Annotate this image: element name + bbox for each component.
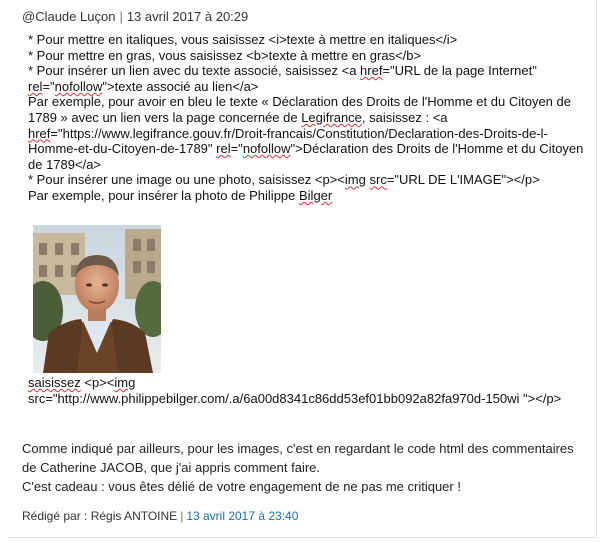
comment-body bbox=[22, 439, 582, 496]
comment-header bbox=[22, 9, 248, 24]
comment-body-line: Comme indiqué par ailleurs, pour les images, c'est en regardant le code html des commentaires de Catherine JACOB, que j'ai appris comment faire. bbox=[22, 441, 574, 475]
spell-img: img bbox=[344, 172, 366, 188]
permalink-date[interactable]: 13 avril 2017 à 23:40 bbox=[186, 509, 299, 523]
quoted-example-image: Par exemple, pour insérer la photo de Philippe Bilger bbox=[28, 187, 333, 203]
comment-body-line: C'est cadeau : vous êtes délié de votre engagement de ne pas me critiquer ! bbox=[22, 479, 461, 494]
spell-rel: rel bbox=[28, 78, 43, 94]
spell-saisissez: saisissez bbox=[28, 375, 81, 390]
quoted-caption bbox=[28, 375, 588, 406]
quoted-caption-code: saisissez <p><img src="http://www.philippebilger.com/.a/6a00d8341c86dd53ef01bb092a82fa970d-150wi "></p> bbox=[28, 375, 562, 406]
spell-bilger: Bilger bbox=[299, 187, 333, 203]
quoted-line-link: * Pour insérer un lien avec du texte associé, saisissez <a href="URL de la page Internet" rel="nofollow">texte associé au lien</a> bbox=[28, 63, 537, 94]
comment-footer bbox=[22, 509, 298, 523]
comment-datetime: 13 avril 2017 à 20:29 bbox=[126, 9, 249, 24]
spell-href: href bbox=[360, 63, 383, 79]
spell-legifrance: Legifrance bbox=[301, 109, 362, 125]
header-separator: | bbox=[119, 9, 123, 24]
portrait-photo bbox=[33, 225, 161, 373]
comment-author: @Claude Luçon bbox=[22, 9, 116, 24]
quoted-line-italic: * Pour mettre en italiques, vous saisissez <i>texte à mettre en italiques</i> bbox=[28, 32, 458, 47]
footer-separator: | bbox=[180, 509, 184, 523]
quoted-example-link: Par exemple, pour avoir en bleu le texte « Déclaration des Droits de l'Homme et du Citoyen de 1789 » avec un lien vers la page concernée de Legifrance, saisissez : <a href="https://www.legifrance.gouv.fr/Droit-francais/Constitution/Declaration-des-Droits-de-l-Homme-et-du-Citoyen-de-1789" rel="nofollow">Déclaration des Droits de l'Homme et du Citoyen de 1789</a> bbox=[28, 94, 584, 172]
quoted-line-image: * Pour insérer une image ou une photo, saisissez <p><img src="URL DE L'IMAGE"></p> bbox=[28, 172, 540, 188]
spell-nofollow: nofollow bbox=[54, 78, 103, 94]
footer-author-label: Rédigé par : Régis ANTOINE bbox=[22, 509, 178, 523]
quoted-text bbox=[28, 32, 588, 204]
spell-src: src bbox=[369, 172, 387, 188]
quoted-line-bold: * Pour mettre en gras, vous saisissez <b>texte à mettre en gras</b> bbox=[28, 47, 422, 63]
